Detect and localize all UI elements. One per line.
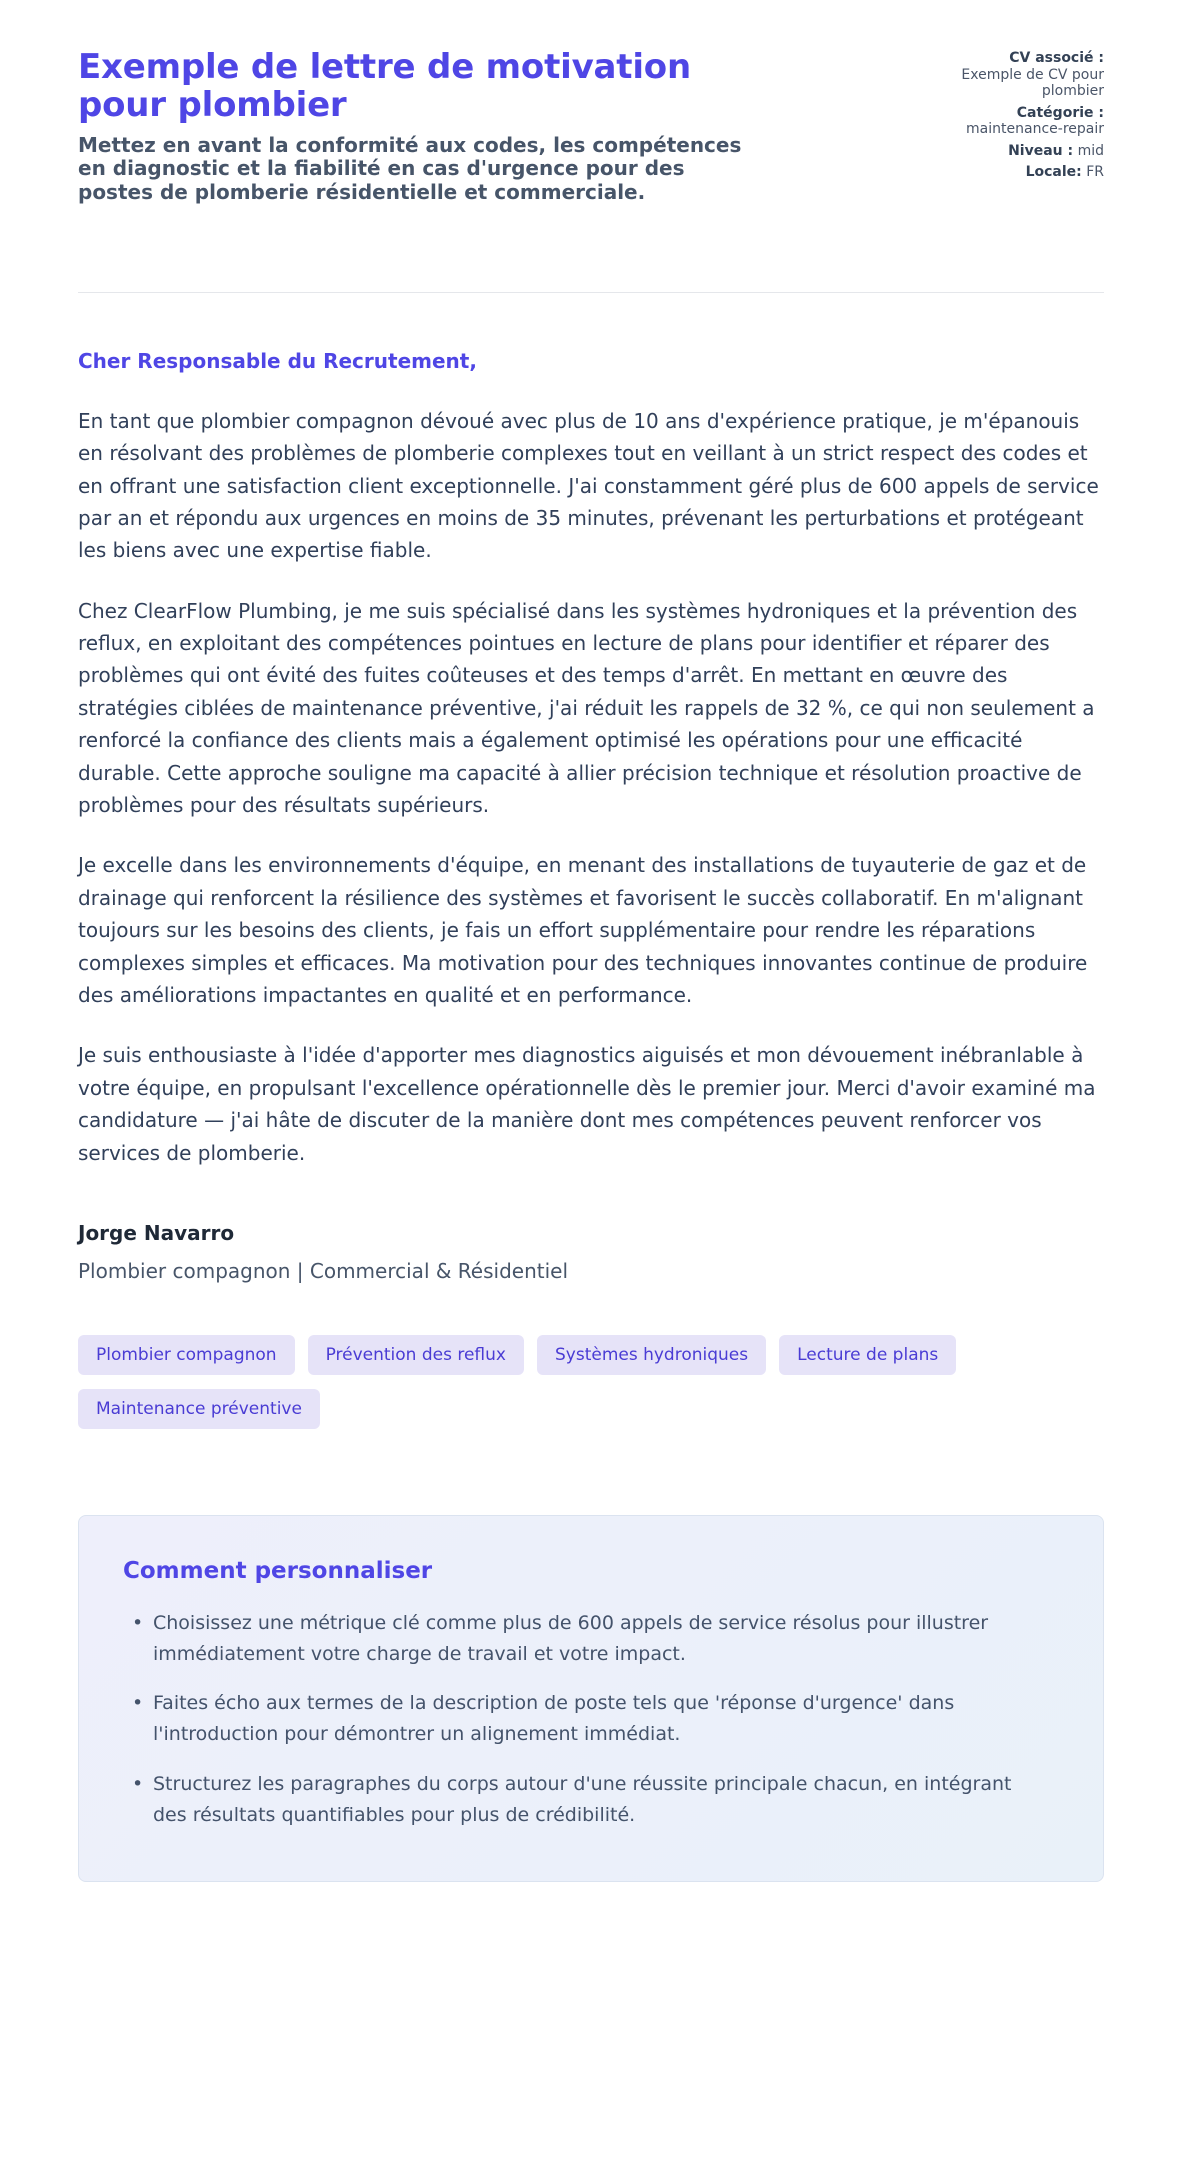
customize-tip: • Structurez les paragraphes du corps autour d'une réussite principale chacun, en intégrant des résultats quantifiables pour plus de crédibilité. xyxy=(123,1769,1043,1831)
skill-tag: Maintenance préventive xyxy=(78,1389,320,1429)
letter-paragraph-3: Je excelle dans les environnements d'équipe, en menant des installations de tuyauterie de gaz et de drainage qui renforcent la résilience des systèmes et favorisent le succès collaboratif. En m'alignant toujours sur les besoins des clients, je fais un effort supplémentaire pour rendre les réparations complexes simples et efficaces. Ma motivation pour des techniques innovantes continue de produire des améliorations impactantes en qualité et en performance. xyxy=(78,853,1088,1007)
meta-locale-label: Locale: xyxy=(1025,164,1082,181)
customize-tip: • Choisissez une métrique clé comme plus de 600 appels de service résolus pour illustrer immédiatement votre charge de travail et votre impact. xyxy=(123,1608,1043,1670)
skill-tag: Prévention des reflux xyxy=(308,1335,524,1375)
customize-tip-list xyxy=(123,1608,1057,1831)
meta-locale xyxy=(952,164,1104,181)
skill-tag: Lecture de plans xyxy=(779,1335,956,1375)
meta-cv-value: Exemple de CV pour plombier xyxy=(961,66,1104,100)
letter-paragraph-1: En tant que plombier compagnon dévoué avec plus de 10 ans d'expérience pratique, je m'épanouis en résolvant des problèmes de plomberie complexes tout en veillant à un strict respect des codes et en offrant une satisfaction client exceptionnelle. J'ai constamment géré plus de 600 appels de service par an et répondu aux urgences en moins de 35 minutes, prévenant les perturbations et protégeant les biens avec une expertise fiable. xyxy=(78,408,1099,563)
customize-heading: Comment personnaliser xyxy=(123,1557,433,1584)
meta-level-label: Niveau : xyxy=(1008,142,1074,159)
customize-tips-box xyxy=(78,1515,1104,1882)
meta-locale-value: FR xyxy=(1086,164,1104,181)
page-header xyxy=(78,48,1104,204)
meta-associated-cv xyxy=(952,50,1104,100)
skill-tag: Systèmes hydroniques xyxy=(537,1335,766,1375)
meta-level xyxy=(952,143,1104,160)
letter-paragraph-2: Chez ClearFlow Plumbing, je me suis spécialisé dans les systèmes hydroniques et la prévention des reflux, en exploitant des compétences pointues en lecture de plans pour identifier et réparer des problèmes qui ont évité des fuites coûteuses et des temps d'arrêt. En mettant en œuvre des stratégies ciblées de maintenance préventive, j'ai réduit les rappels de 32 %, ce qui non seulement a renforcé la confiance des clients mais a également optimisé les opérations pour une efficacité durable. Cette approche souligne ma capacité à allier précision technique et résolution proactive de problèmes pour des résultats supérieurs. xyxy=(78,598,1095,818)
letter-greeting: Cher Responsable du Recrutement, xyxy=(78,348,477,373)
signature-role: Plombier compagnon | Commercial & Résidentiel xyxy=(78,1258,569,1283)
skill-tag: Plombier compagnon xyxy=(78,1335,295,1375)
skill-tag-list xyxy=(78,1335,978,1429)
letter-body xyxy=(78,293,1104,1283)
meta-category xyxy=(952,105,1104,138)
meta-cv-label: CV associé : xyxy=(1009,50,1104,66)
signature-name: Jorge Navarro xyxy=(78,1220,235,1245)
meta-panel xyxy=(952,48,1104,186)
meta-category-value: maintenance-repair xyxy=(966,121,1104,138)
meta-level-value: mid xyxy=(1077,142,1104,159)
header-title-block xyxy=(78,48,768,204)
customize-tip: • Faites écho aux termes de la description de poste tels que 'réponse d'urgence' dans l'introduction pour démontrer un alignement immédiat. xyxy=(123,1688,1043,1750)
letter-paragraph-4: Je suis enthousiaste à l'idée d'apporter mes diagnostics aiguisés et mon dévouement inébranlable à votre équipe, en propulsant l'excellence opérationnelle dès le premier jour. Merci d'avoir examiné ma candidature — j'ai hâte de discuter de la manière dont mes compétences peuvent renforcer vos services de plomberie. xyxy=(78,1043,1096,1165)
page-title: Exemple de lettre de motivation pour plombier xyxy=(78,47,691,126)
meta-category-label: Catégorie : xyxy=(1016,104,1104,121)
page-subtitle: Mettez en avant la conformité aux codes, les compétences en diagnostic et la fiabilité en cas d'urgence pour des postes de plomberie résidentielle et commerciale. xyxy=(78,133,742,204)
